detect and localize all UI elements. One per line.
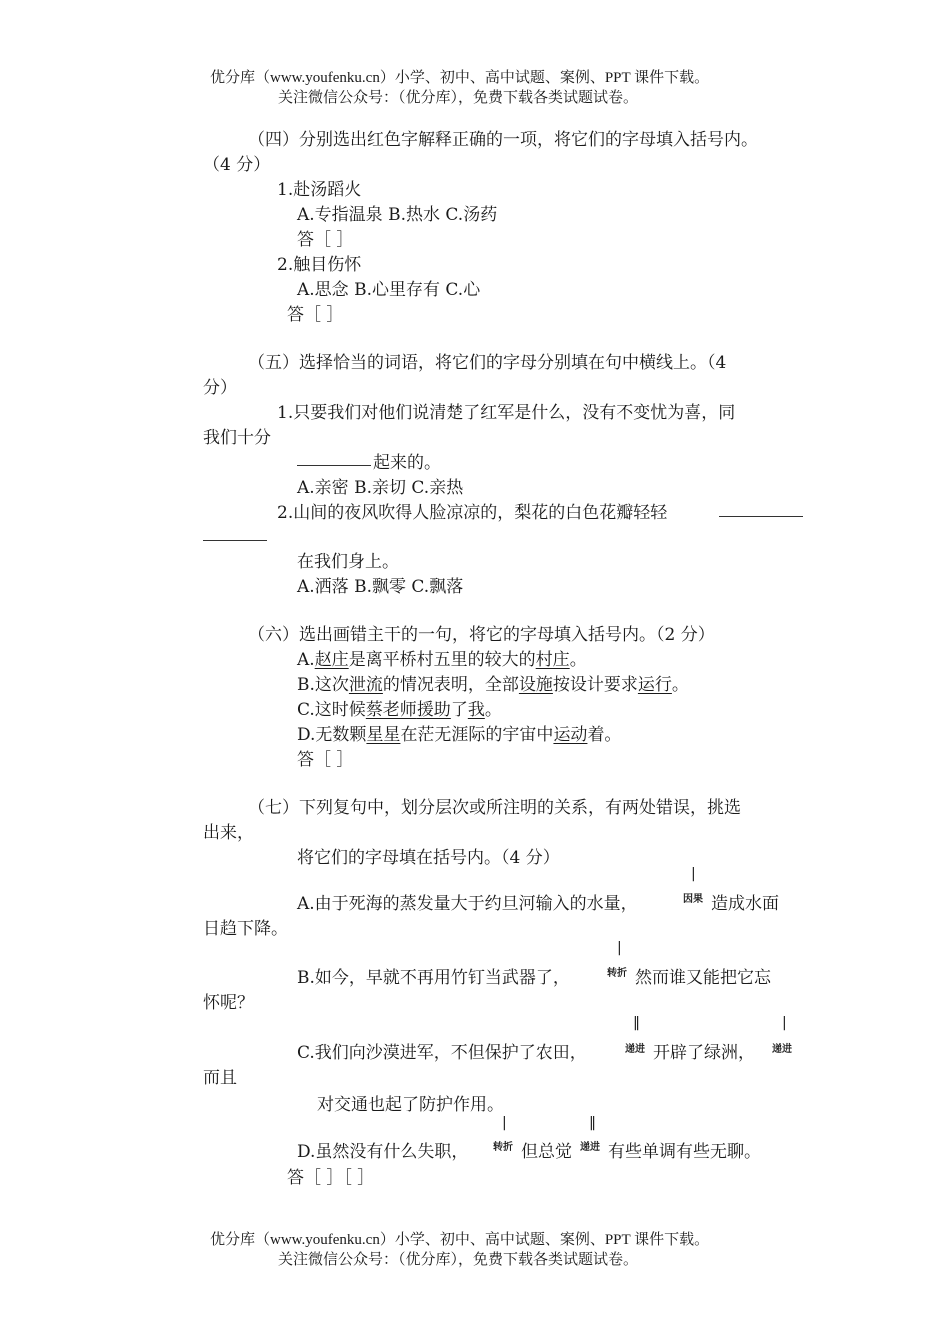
header-line-1: 优分库（www.youfenku.cn）小学、初中、高中试题、案例、PPT 课件下载。 <box>210 70 710 86</box>
s7-a-part1: A.由于死海的蒸发量大于约旦河输入的水量， <box>297 894 638 914</box>
s6-answer: 答［ ］ <box>297 750 354 770</box>
s6-b-text: 。 <box>671 675 689 695</box>
s6-option-a <box>297 645 587 670</box>
s6-d-subject: 星星 <box>366 725 401 745</box>
s6-d-text: D.无数颗 <box>297 725 367 745</box>
s7-d-part2: 但总觉 <box>521 1142 572 1162</box>
relation-label: 递进 <box>580 1142 600 1153</box>
s7-c-part3: 而且 <box>203 1068 237 1088</box>
s7-b-part2: 然而谁又能把它忘 <box>635 968 771 988</box>
divider-mark-double: ‖ <box>589 1115 596 1131</box>
s6-option-c <box>297 695 502 720</box>
s5-question-1-options: A.亲密 B.亲切 C.亲热 <box>297 478 464 498</box>
footer-line-1: 优分库（www.youfenku.cn）小学、初中、高中试题、案例、PPT 课件下载。 <box>210 1232 710 1248</box>
divider-mark-single: | <box>782 1015 787 1031</box>
divider-mark-single: | <box>502 1115 507 1131</box>
s5-question-1-cont: 我们十分 <box>203 428 271 448</box>
s6-a-subject: 赵庄 <box>314 650 349 670</box>
s7-a-part3: 日趋下降。 <box>203 919 288 939</box>
s7-a-part2: 造成水面 <box>711 894 779 914</box>
s4-question-1-answer: 答［ ］ <box>297 230 354 250</box>
section-5-title: （五）选择恰当的词语，将它们的字母分别填在句中横线上。（4 <box>248 353 727 373</box>
s7-b-part3: 怀呢？ <box>203 993 254 1013</box>
s6-c-object: 我 <box>467 700 485 720</box>
s6-b-subject: 泄流 <box>348 675 383 695</box>
s5-question-2-options: A.洒落 B.飘零 C.飘落 <box>297 577 464 597</box>
s6-a-text: 。 <box>569 650 587 670</box>
section-7-instruction: 将它们的字母填在括号内。（4 分） <box>297 848 560 868</box>
s6-c-predicate: 援助 <box>416 700 451 720</box>
s6-b-predicate: 运行 <box>637 675 672 695</box>
relation-label: 转折 <box>493 1142 513 1153</box>
s6-d-text: 在茫无涯际的宇宙中 <box>400 725 554 745</box>
s6-c-text: 。 <box>484 700 502 720</box>
s6-b-text: 按设计要求 <box>552 675 638 695</box>
s7-b-part1: B.如今，早就不再用竹钉当武器了， <box>297 968 570 988</box>
section-6-title: （六）选出画错主干的一句，将它的字母填入括号内。（2 分） <box>248 625 715 645</box>
s7-answer: 答［ ］［ ］ <box>287 1168 375 1188</box>
s4-question-2: 2.触目伤怀 <box>277 255 362 275</box>
relation-label: 递进 <box>625 1044 645 1055</box>
divider-mark-double: ‖ <box>633 1015 640 1031</box>
relation-label: 因果 <box>683 894 703 905</box>
s6-b-text: 的情况表明，全部 <box>382 675 519 695</box>
s6-d-text: 着。 <box>587 725 622 745</box>
s4-question-2-answer: 答［ ］ <box>287 305 344 325</box>
s6-a-object: 村庄 <box>535 650 570 670</box>
s5-q2-blank <box>719 516 803 517</box>
s6-c-text: 了 <box>450 700 468 720</box>
relation-label: 递进 <box>772 1044 792 1055</box>
s7-c-part1: C.我们向沙漠进军，不但保护了农田， <box>297 1043 587 1063</box>
s5-question-1-end: 起来的。 <box>373 453 441 473</box>
s6-a-text: 离平桥村五里的较大的 <box>365 650 536 670</box>
s6-c-text: C.这时候 <box>297 700 366 720</box>
s5-question-1: 1.只要我们对他们说清楚了红军是什么，没有不变忧为喜，同 <box>277 403 736 423</box>
s5-q1-blank <box>297 465 371 466</box>
s7-d-part1: D.虽然没有什么失职， <box>297 1142 469 1162</box>
s7-c-part4: 对交通也起了防护作用。 <box>317 1095 504 1115</box>
relation-label: 转折 <box>607 968 627 979</box>
s6-b-text: B.这次 <box>297 675 349 695</box>
s5-q2-blank-cont <box>203 540 267 541</box>
s5-question-2: 2.山间的夜风吹得人脸凉凉的，梨花的白色花瓣轻轻 <box>277 503 668 523</box>
s4-question-1-options: A.专指温泉 B.热水 C.汤药 <box>297 205 498 225</box>
section-7-title-cont: 出来， <box>203 823 254 843</box>
s6-a-text: 是 <box>348 650 366 670</box>
s4-question-2-options: A.思念 B.心里存有 C.心 <box>297 280 481 300</box>
s6-c-subject: 蔡老师 <box>365 700 417 720</box>
s7-c-part2: 开辟了绿洲， <box>653 1043 755 1063</box>
s7-d-part3: 有些单调有些无聊。 <box>608 1142 761 1162</box>
s4-question-1: 1.赴汤蹈火 <box>277 180 362 200</box>
header-line-2: 关注微信公众号：（优分库），免费下载各类试题试卷。 <box>278 90 639 106</box>
s6-b-subject-2: 设施 <box>518 675 553 695</box>
divider-mark-single: | <box>617 940 622 956</box>
s6-a-text: A. <box>297 650 315 670</box>
section-7-title: （七）下列复句中，划分层次或所注明的关系，有两处错误，挑选 <box>248 798 741 818</box>
section-4-title: （四）分别选出红色字解释正确的一项，将它们的字母填入括号内。 <box>248 130 758 150</box>
footer-line-2: 关注微信公众号：（优分库），免费下载各类试题试卷。 <box>278 1252 639 1268</box>
s5-question-2-end: 在我们身上。 <box>297 552 399 572</box>
section-4-score: （4 分） <box>203 155 271 175</box>
s6-option-d <box>297 720 621 745</box>
divider-mark-single: | <box>691 866 696 882</box>
s6-option-b <box>297 670 689 695</box>
s6-d-predicate: 运动 <box>553 725 588 745</box>
section-5-title-cont: 分） <box>203 378 237 398</box>
